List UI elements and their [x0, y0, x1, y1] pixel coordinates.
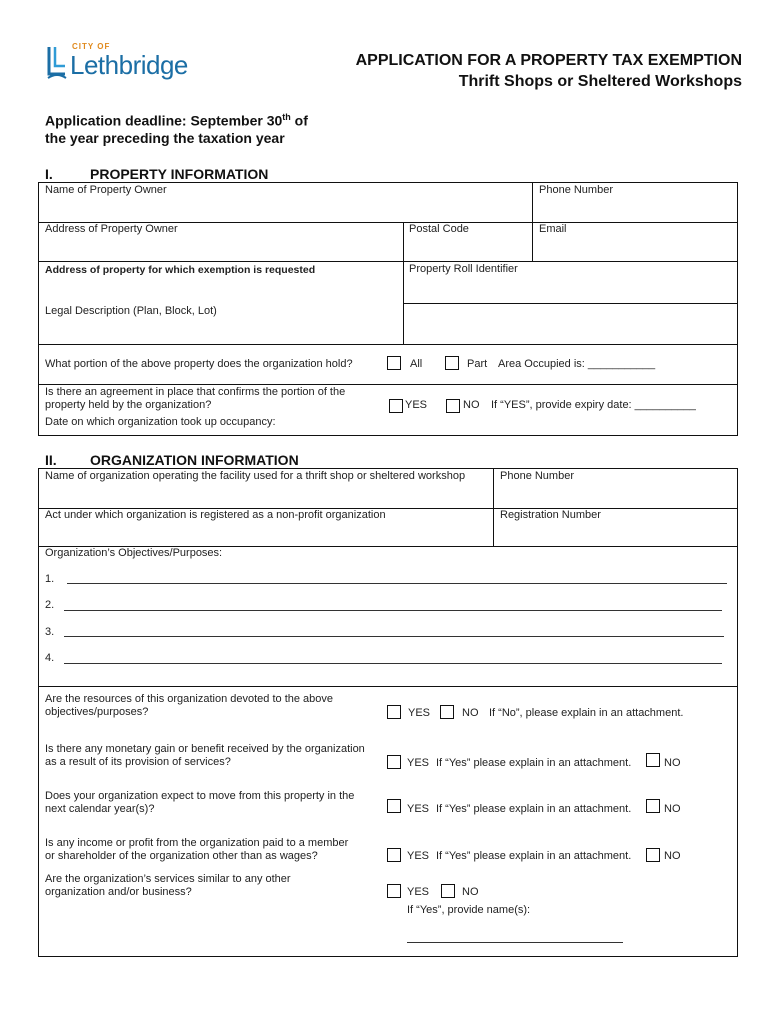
similar-yes-label: YES [407, 886, 430, 898]
objective-2-line[interactable] [64, 610, 722, 611]
move-question-2: next calendar year(s)? [45, 803, 155, 815]
monetary-no-checkbox[interactable] [646, 753, 660, 767]
resources-no-checkbox[interactable] [440, 705, 454, 719]
move-yes-label: YES [407, 803, 430, 815]
agreement-no-label: NO [463, 399, 480, 411]
monetary-no-label: NO [664, 757, 681, 769]
move-no-checkbox[interactable] [646, 799, 660, 813]
move-no-label: NO [664, 803, 681, 815]
monetary-yes-label: YES [407, 757, 430, 769]
page-title: APPLICATION FOR A PROPERTY TAX EXEMPTION [355, 52, 742, 69]
similar-provide-names: If “Yes”, provide name(s): [407, 904, 531, 916]
agreement-question-1: Is there an agreement in place that confirms the portion of the [45, 386, 346, 398]
similar-question-1: Are the organization’s services similar to any other [45, 873, 291, 885]
similar-no-label: NO [462, 886, 479, 898]
income-no-label: NO [664, 850, 681, 862]
occupancy-date-field[interactable]: Date on which organization took up occupancy: [45, 416, 276, 428]
all-label: All [410, 358, 423, 370]
agreement-question-2: property held by the organization? [45, 399, 212, 411]
registration-number-label: Registration Number [500, 509, 601, 521]
postal-code-field[interactable] [409, 223, 529, 259]
part-label: Part [467, 358, 488, 370]
logo-city-of: CITY OF [72, 42, 111, 51]
owner-address-field[interactable] [45, 223, 395, 259]
roll-id-label: Property Roll Identifier [409, 263, 518, 275]
move-question-1: Does your organization expect to move from this property in the [45, 790, 355, 802]
page-subtitle: Thrift Shops or Sheltered Workshops [458, 73, 742, 90]
postal-code-label: Postal Code [409, 223, 469, 235]
org-name-label: Name of organization operating the facility used for a thrift shop or sheltered workshop [45, 470, 466, 482]
org-name-field[interactable] [45, 470, 485, 506]
portion-question: What portion of the above property does the organization hold? [45, 358, 353, 370]
deadline-line-2: the year preceding the taxation year [45, 130, 285, 146]
objectives-label: Organization’s Objectives/Purposes: [45, 547, 223, 559]
owner-name-label: Name of Property Owner [45, 184, 167, 196]
income-no-checkbox[interactable] [646, 848, 660, 862]
resources-no-label: NO [462, 707, 479, 719]
objective-1-line[interactable] [67, 583, 727, 584]
monetary-yes-note: If “Yes” please explain in an attachment. [436, 757, 632, 769]
deadline-line-1: Application deadline: September 30th of [45, 112, 308, 129]
similar-names-line[interactable] [407, 942, 623, 943]
income-yes-note: If “Yes” please explain in an attachment. [436, 850, 632, 862]
area-occupied-field[interactable]: Area Occupied is: ___________ [498, 358, 656, 370]
income-question-2: or shareholder of the organization other than as wages? [45, 850, 318, 862]
org-phone-label: Phone Number [500, 470, 574, 482]
legal-description-field[interactable] [45, 305, 395, 342]
resources-question-1: Are the resources of this organization devoted to the above [45, 693, 334, 705]
monetary-question-2: as a result of its provision of services? [45, 756, 231, 768]
property-address-field[interactable] [45, 264, 395, 300]
owner-name-field[interactable] [45, 184, 525, 220]
move-yes-checkbox[interactable] [387, 799, 401, 813]
objective-3-line[interactable] [64, 636, 724, 637]
act-label: Act under which organization is registered as a non-profit organization [45, 509, 386, 521]
objective-1-number: 1. [45, 573, 55, 585]
similar-yes-checkbox[interactable] [387, 884, 401, 898]
similar-no-checkbox[interactable] [441, 884, 455, 898]
income-yes-checkbox[interactable] [387, 848, 401, 862]
logo-name: Lethbridge [70, 50, 188, 80]
owner-phone-label: Phone Number [539, 184, 613, 196]
act-field[interactable] [45, 509, 485, 544]
resources-question-2: objectives/purposes? [45, 706, 149, 718]
agreement-yes-checkbox[interactable] [389, 399, 403, 413]
similar-question-2: organization and/or business? [45, 886, 192, 898]
expiry-date-field[interactable]: If “YES”, provide expiry date: __________ [491, 399, 696, 411]
monetary-question-1: Is there any monetary gain or benefit received by the organization [45, 743, 365, 755]
agreement-no-checkbox[interactable] [446, 399, 460, 413]
email-label: Email [539, 223, 567, 235]
move-yes-note: If “Yes” please explain in an attachment. [436, 803, 632, 815]
section-1-number: I. [45, 166, 53, 182]
owner-address-label: Address of Property Owner [45, 223, 178, 235]
resources-if-no-note: If “No”, please explain in an attachment. [489, 707, 684, 719]
part-checkbox[interactable] [445, 356, 459, 370]
resources-yes-checkbox[interactable] [387, 705, 401, 719]
objective-4-line[interactable] [64, 663, 722, 664]
registration-number-field[interactable] [500, 509, 730, 544]
roll-id-field[interactable] [409, 263, 729, 301]
objective-3-number: 3. [45, 626, 55, 638]
owner-phone-field[interactable] [539, 184, 729, 220]
agreement-yes-label: YES [405, 399, 428, 411]
section-2-number: II. [45, 452, 57, 468]
objective-2-number: 2. [45, 599, 55, 611]
objective-4-number: 4. [45, 652, 55, 664]
all-checkbox[interactable] [387, 356, 401, 370]
section-2-title: ORGANIZATION INFORMATION [90, 452, 299, 468]
section-1-title: PROPERTY INFORMATION [90, 166, 269, 182]
income-question-1: Is any income or profit from the organization paid to a member [45, 837, 349, 849]
property-address-label: Address of property for which exemption is requested [45, 264, 316, 276]
logo-mark-icon [46, 44, 68, 80]
income-yes-label: YES [407, 850, 430, 862]
email-field[interactable] [539, 223, 729, 259]
city-logo [46, 42, 216, 84]
monetary-yes-checkbox[interactable] [387, 755, 401, 769]
legal-description-label: Legal Description (Plan, Block, Lot) [45, 305, 217, 317]
resources-yes-label: YES [408, 707, 431, 719]
org-phone-field[interactable] [500, 470, 730, 506]
